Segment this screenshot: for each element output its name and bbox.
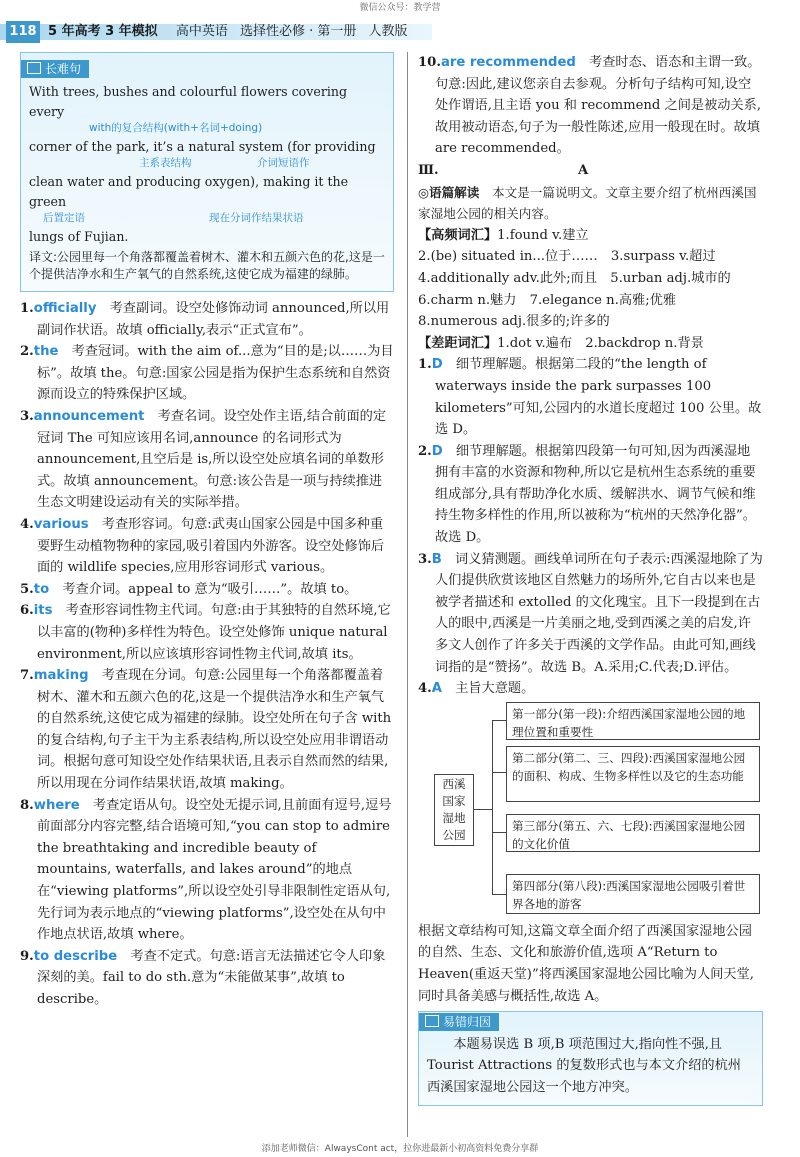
vocab-high-frequency: 【高频词汇】1.found v.建立 xyxy=(418,227,589,243)
right-column xyxy=(418,52,763,1106)
publisher: 人教版 xyxy=(368,24,408,39)
answer-item: 7.making 考查现在分词。句意:公园里每一个角落都覆盖着树木、灌木和五颜六色的花,这是一个提供洁净水和生产氧气的自然系统,这使它成为福建的绿肺。设空处所在句子含 with 的复合结构,句子主干为主系表结构,所以设空处应用非谓语动词。根据句意可知设空处作结果状语,且表示自然而然的结果,所以用现在分词作结果状语,故填 making。 xyxy=(20,668,392,792)
section-answer: A xyxy=(578,162,589,178)
long-sentence-box xyxy=(20,52,394,292)
sentence-line-1: With trees, bushes and colourful flowers covering every xyxy=(29,84,348,119)
answer-item: 1.D 细节理解题。根据第二段的“the length of waterways inside the park surpasses 100 kilometers”可知,公园内的水道长度超过 100 公里。故选 D。 xyxy=(418,357,762,438)
answer-item: 9.to describe 考查不定式。句意:语言无法描述它令人印象深刻的美。fail to do sth.意为“未能做某事”,故填 to describe。 xyxy=(20,948,386,1007)
long-sentence-tag: 长难句 xyxy=(21,60,89,78)
note-line-1: with的复合结构(with+名词+doing) xyxy=(89,122,263,134)
answer-item: 4.A 主旨大意题。 xyxy=(418,681,535,697)
diagram-root: 西溪国家湿地公园 xyxy=(434,774,474,846)
diagram-part-2: 第二部分(第二、三、四段):西溪国家湿地公园的面积、构成、生物多样性以及它的生态功能 xyxy=(506,746,760,802)
series-name: 5 年高考 3 年模拟 xyxy=(48,24,158,39)
answer-item: 4.various 考查形容词。句意:武夷山国家公园是中国多种重要野生动植物物种的家园,吸引着国内外游客。设空处修饰后面的 wildlife species,应用形容词形式 various。 xyxy=(20,516,385,576)
reading-summary: ◎语篇解读 本文是一篇说明文。文章主要介绍了杭州西溪国家湿地公园的相关内容。 xyxy=(418,184,757,222)
diagram-part-4: 第四部分(第八段):西溪国家湿地公园吸引着世界各地的游客 xyxy=(506,874,760,914)
vocab-line: 4.additionally adv.此外;而且 5.urban adj.城市的 xyxy=(418,270,731,286)
answer-item: 2.D 细节理解题。根据第四段第一句可知,因为西溪湿地拥有丰富的水资源和物种,所以它是杭州生态系统的重要组成部分,具有帮助净化水质、缓解洪水、调节气候和维持生物多样性的作用,所以被称为“杭州的天然净化器”。故选 D。 xyxy=(418,443,756,546)
error-analysis-text: 本题易误选 B 项,B 项范围过大,指向性不强,且 Tourist Attractions 的复数形式也与本文介绍的杭州西溪国家湿地公园这一个地方冲突。 xyxy=(427,1036,741,1095)
vocab-line: 8.numerous adj.很多的;许多的 xyxy=(418,314,610,330)
error-analysis-tag: 易错归因 xyxy=(419,1013,499,1031)
answer-item: 3.announcement 考查名词。设空处作主语,结合前面的定冠词 The 可知应该用名词,announce 的名词形式为 announcement,且空后是 is,所以设空处应填名词的单数形式。故填 announcement。句意:该公告是一项与持续推进生态文明建设运动有关的实际举措。 xyxy=(20,408,387,511)
vocab-line: 2.(be) situated in...位于…… 3.surpass v.超过 xyxy=(418,249,716,265)
sentence-line-4: lungs of Fujian. xyxy=(29,229,129,244)
subject: 高中英语 xyxy=(175,24,228,39)
sentence-line-3: clean water and producing oxygen), making it the green xyxy=(29,174,349,209)
book-icon xyxy=(27,62,41,74)
answer-item: 1.officially 考查副词。设空处修饰动词 announced,所以用副词作状语。故填 officially,表示“正式宣布”。 xyxy=(20,301,390,338)
diagram-part-3: 第三部分(第五、六、七段):西溪国家湿地公园的文化价值 xyxy=(506,814,760,852)
column-divider xyxy=(407,52,408,1137)
book-name: 选择性必修 · 第一册 xyxy=(239,24,357,39)
sentence-line-2: corner of the park, it’s a natural system (for providing xyxy=(29,139,376,154)
note-line-2: 主系表结构 介词短语作 xyxy=(139,157,310,169)
page-header xyxy=(0,21,800,43)
answer-item: 10.are recommended 考查时态、语态和主谓一致。句意:因此,建议您亲自去参观。分析句子结构可知,设空处作谓语,且主语 you 和 recommend 之间是被动关系,故用被动语态,句子为一般性陈述,应用一般现在时。故填 are recommended。 xyxy=(418,55,762,157)
vocab-line: 6.charm n.魅力 7.elegance n.高雅;优雅 xyxy=(418,292,677,308)
left-column xyxy=(20,52,394,1011)
section-header: Ⅲ. A xyxy=(418,160,763,182)
conclusion-text: 根据文章结构可知,这篇文章全面介绍了西溪国家湿地公园的自然、生态、文化和旅游价值,选项 A“Return to Heaven(重返天堂)”将西溪国家湿地公园比喻为人间天堂,同时具备美感与概括性,故选 A。 xyxy=(418,923,754,1004)
page-number: 118 xyxy=(6,21,40,43)
vocab-difference: 【差距词汇】1.dot v.遍布 2.backdrop n.背景 xyxy=(418,335,704,351)
answer-item: 2.the 考查冠词。with the aim of...意为“目的是;以……为目标”。故填 the。句意:国家公园是指为保护生态系统和自然资源而设立的特殊保护区域。 xyxy=(20,344,394,403)
structure-diagram xyxy=(430,702,760,917)
watermark-top: 微信公众号：教学营 xyxy=(359,3,441,13)
error-analysis-box xyxy=(418,1011,763,1105)
note-line-3: 后置定语 现在分词作结果状语 xyxy=(43,212,304,224)
answer-item: 3.B 词义猜测题。画线单词所在句子表示:西溪湿地除了为人们提供欣赏该地区自然魅力的场所外,它自古以来也是被学者描述和 extolled 的文化瑰宝。且下一段提到在古人的眼中,西溪是一片美丽之地,受到西溪之美的启发,许多文人创作了许多关于西溪的文学作品。由此可知,画线词指的是“赞扬”。故选 B。A.采用;C.代表;D.评估。 xyxy=(418,551,763,675)
watermark-bottom: 添加老师微信：AlwaysCont act，拉你进最新小初高资料免费分享群 xyxy=(261,1144,539,1154)
answer-item: 8.where 考查定语从句。设空处无提示词,且前面有逗号,逗号前面部分内容完整,结合语境可知,“you can stop to admire the breathtaking and incredible beauty of mountains, waterfalls, and lakes around”的地点在“viewing platforms”,所以设空处引导非限制性定语从句,先行词为表示地点的“viewing platforms”,设空处在从句中作地点状语,故填 where。 xyxy=(20,797,392,943)
translation: 译文:公园里每一个角落都覆盖着树木、灌木和五颜六色的花,这是一个提供洁净水和生产氧气的自然系统,这使它成为福建的绿肺。 xyxy=(29,250,385,281)
diagram-part-1: 第一部分(第一段):介绍西溪国家湿地公园的地理位置和重要性 xyxy=(506,702,760,740)
answer-item: 6.its 考查形容词性物主代词。句意:由于其独特的自然环境,它以丰富的(物种)多样性为特色。设空处修饰 unique natural environment,所以应该填形容词性物主代词,故填 its。 xyxy=(20,603,391,662)
answer-item: 5.to 考查介词。appeal to 意为“吸引……”。故填 to。 xyxy=(20,581,358,597)
note-icon xyxy=(425,1015,439,1027)
header-title xyxy=(48,23,408,41)
